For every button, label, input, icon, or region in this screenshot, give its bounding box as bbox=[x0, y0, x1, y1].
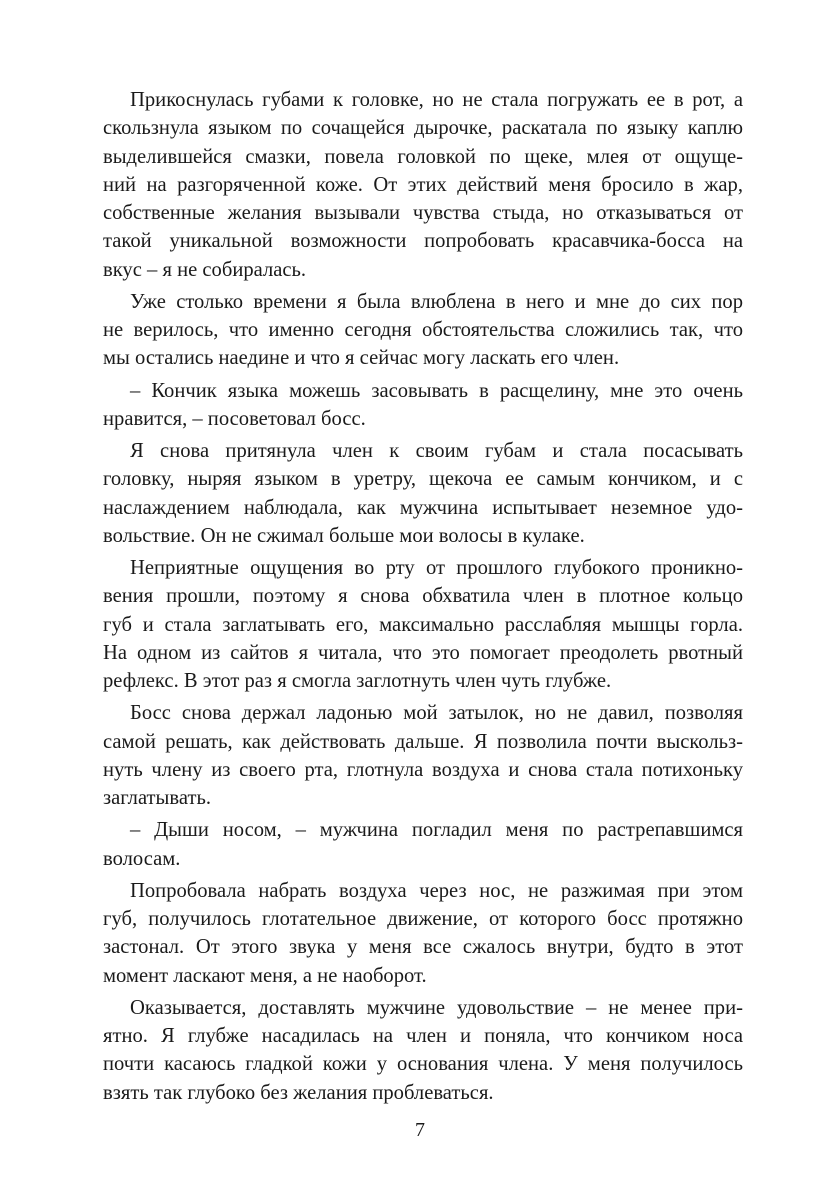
text-line: собственные желания вызывали чувства стыда, но отказываться от bbox=[103, 202, 743, 224]
text-line: Босс снова держал ладонью мой затылок, но не давил, позволяя bbox=[130, 702, 743, 725]
text-line: мы остались наедине и что я сейчас могу ласкать его член. bbox=[103, 347, 620, 370]
text-line: ний на разгоряченной коже. От этих действий меня бросило в жар, bbox=[103, 173, 743, 196]
text-line: вения прошли, поэтому я снова обхватила член в плотное кольцо bbox=[103, 585, 743, 608]
text-line: рефлекс. В этот раз я смогла заглотнуть член чуть глубже. bbox=[103, 670, 612, 692]
text-line: ятно. Я глубже насадилась на член и поняла, что кончиком носа bbox=[103, 1025, 743, 1047]
text-line: Я снова притянула член к своим губам и стала посасывать bbox=[130, 440, 743, 462]
text-line: наслаждением наблюдала, как мужчина испытывает неземное удо- bbox=[103, 496, 743, 519]
text-line: взять так глубоко без желания проблеваться. bbox=[103, 1081, 494, 1104]
text-line: вкус – я не собиралась. bbox=[103, 258, 307, 281]
text-line: Оказывается, доставлять мужчине удовольствие – не менее при- bbox=[130, 996, 743, 1019]
text-line: головку, ныряя языком в уретру, щекоча ее самым кончиком, и с bbox=[103, 468, 743, 491]
paragraph bbox=[103, 86, 743, 284]
paragraph bbox=[103, 554, 743, 695]
text-line: Уже столько времени я была влюблена в него и мне до сих пор bbox=[130, 290, 743, 313]
text-line: губ, получилось глотательное движение, от которого босс протяжно bbox=[103, 908, 743, 930]
text-line: Попробовала набрать воздуха через нос, не разжимая при этом bbox=[130, 879, 743, 902]
text-line: скользнула языком по сочащейся дырочке, раскатала по языку каплю bbox=[103, 117, 743, 140]
text-line: выделившейся смазки, повела головкой по щеке, млея от ощуще- bbox=[103, 145, 743, 168]
paragraph bbox=[103, 377, 743, 434]
text-line: волосам. bbox=[103, 847, 181, 870]
text-line: Прикоснулась губами к головке, но не стала погружать ее в рот, а bbox=[130, 89, 743, 111]
text-line: момент ласкают меня, а не наоборот. bbox=[103, 964, 427, 987]
page-number: 7 bbox=[415, 1118, 425, 1141]
text-line: Неприятные ощущения во рту от прошлого глубокого проникно- bbox=[130, 557, 743, 579]
text-line: губ и стала заглатывать его, максимально расслабляя мышцы горла. bbox=[103, 613, 743, 636]
text-line: нуть члену из своего рта, глотнула воздуха и снова стала потихоньку bbox=[103, 758, 743, 781]
page-body bbox=[103, 86, 743, 1107]
paragraph bbox=[103, 288, 743, 373]
text-line: самой решать, как действовать дальше. Я позволила почти выскольз- bbox=[103, 730, 743, 753]
text-line: вольствие. Он не сжимал больше мои волосы в кулаке. bbox=[103, 524, 585, 547]
text-line: – Дыши носом, – мужчина погладил меня по растрепавшимся bbox=[130, 819, 743, 842]
text-line: На одном из сайтов я читала, что это помогает преодолеть рвотный bbox=[103, 641, 743, 664]
paragraph bbox=[103, 437, 743, 550]
paragraph bbox=[103, 877, 743, 990]
text-line: нравится, – посоветовал босс. bbox=[103, 407, 366, 430]
text-line: не верилось, что именно сегодня обстоятельства сложились так, что bbox=[103, 319, 743, 341]
text-line: застонал. От этого звука у меня все сжалось внутри, будто в этот bbox=[103, 936, 743, 959]
text-line: почти касаюсь гладкой кожи у основания члена. У меня получилось bbox=[103, 1053, 743, 1076]
text-line: такой уникальной возможности попробовать красавчика-босса на bbox=[103, 230, 743, 253]
text-line: заглатывать. bbox=[103, 787, 211, 809]
text-line: – Кончик языка можешь засовывать в расщелину, мне это очень bbox=[130, 379, 743, 402]
paragraph bbox=[103, 699, 743, 812]
paragraph bbox=[103, 816, 743, 873]
paragraph bbox=[103, 994, 743, 1107]
